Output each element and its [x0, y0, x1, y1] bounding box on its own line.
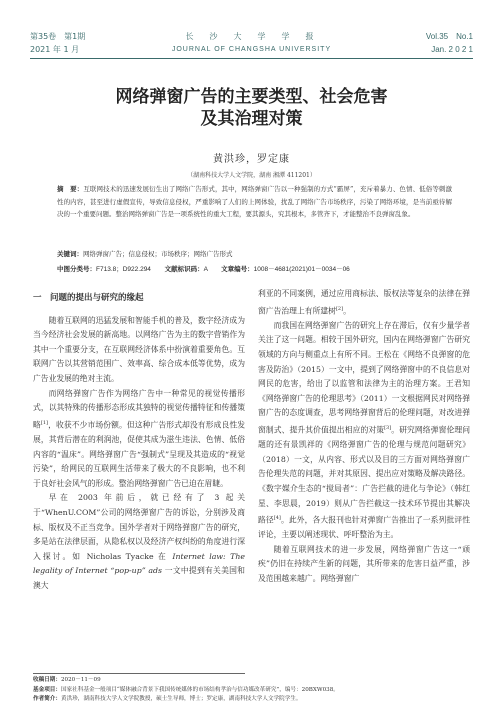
doc-code-label: 文献标识码：: [164, 265, 204, 273]
authors: 黄洪珍，罗定康: [213, 154, 290, 165]
issue-info-en: [426, 30, 473, 56]
citation-ref: [2]: [335, 305, 344, 312]
title-line-1: 网络弹窗广告的主要类型、社会危害: [115, 87, 388, 107]
date-en: Jan. 2 0 2 1: [431, 45, 473, 54]
journal-name-cn: 长 沙 大 学 学 报: [185, 32, 318, 41]
paragraph: 而网络弹窗广告作为网络广告中一种常见的视觉传播形式，以其特殊的传播形态形成其独特的视觉传播特征和传播策略[1]，收获不少市场份额。但这种广告形式却没有形成良性发展，其背后潜在的利润池，促使其成为滋生违法、色情、低俗内容的“温床”。网络弹窗广告“强制式”呈现及其造成的“视觉污染”，给网民的互联网生活带来了极大的不良影响，也不利于良好社会风气的形成。整治网络弹窗广告已迫在眉睫。: [33, 388, 246, 488]
keywords: [57, 248, 452, 260]
footnotes: [33, 676, 473, 705]
paragraph: 早在 2003 年前后，就已经有了 3 起关于“WhenU.COM”公司的网络弹窗广告的诉讼，分别涉及商标、版权及不正当竞争。国外学者对于网络弹窗广告的研究，多是站在法律层面，从隐私权以及经济产权纠纷的角度进行深入探讨。如 Nicholas Tyacke 在 Internet law: The legality of Internet “pop-up” ads 一文中提到有关美国和澳大: [33, 493, 245, 590]
right-column: [258, 287, 470, 587]
citation-ref: [4]: [273, 515, 281, 522]
journal-name-en: JOURNAL OF CHANGSHA UNIVERSITY: [171, 46, 332, 53]
header-rule: [30, 58, 473, 59]
author-bio: 作者简介：黄洪珍，湖南科技大学人文学院教授，硕士生导师，博士；罗定康，湖南科技大学人文学院学生。: [33, 696, 302, 703]
left-column: [33, 287, 245, 593]
paragraph: 随着互联网的迅猛发展和智能手机的普及，数字经济成为当今经济社会发展的新高地。以网络广告为主的数字营销作为其中一个重要分支，在互联网经济体系中扮演着重要角色。互联网广告以其营销范围广、效率高、综合成本低等优势，成为广告业发展的绝对主流。: [33, 315, 245, 383]
footnote-rule: [33, 673, 245, 674]
paragraph: 利亚的不同案例，通过应用商标法、版权法等复杂的法律在弹窗广告治理上有所建树[2]。: [258, 289, 470, 316]
affiliation: （湖南科技大学人文学院，湖南 湘潭 411201）: [187, 172, 316, 179]
cited-title: Internet law: The legality of Internet “pop-up” ads: [33, 551, 245, 576]
abstract-text: 互联网技术的迅速发展衍生出了网络广告形式，其中，网络弹窗广告以一种强制的方式“霸屏”，充斥着暴力、色情、低俗等刺激性的内容，甚至进行虚假宣传，导致信息侵权，严重影响了人们的上网体验，扰乱了网络广告市场秩序，污染了网络环境，是当前亟待解决的一个重要问题。整治网络弹窗广告是一项系统性的重大工程，要其源头，究其根本，多管齐下，才能整治不良弹窗乱象。: [57, 185, 452, 218]
date-cn: 2021 年 1 月: [30, 45, 80, 54]
keywords-label: 关键词：: [57, 250, 83, 258]
title-line-2: 及其治理对策: [200, 109, 303, 129]
article-title: [0, 86, 503, 130]
article-id-label: 文章编号：: [221, 265, 254, 273]
classification-line: [57, 263, 477, 276]
citation-ref: [1]: [40, 419, 48, 426]
abstract-label: 摘 要：: [57, 185, 84, 193]
citation-ref: [3]: [384, 424, 392, 431]
received-date: 收稿日期：2020－11－09: [33, 677, 101, 683]
section-heading: 一 问题的提出与研究的缘起: [33, 293, 144, 303]
paragraph: 随着互联网技术的进一步发展，网络弹窗广告这一“顽疾”仍旧在持续产生新的问题，其所带来的危害日益严重，涉及范围越来越广。网络弹窗广: [258, 544, 470, 584]
keywords-text: 网络弹窗广告；信息侵权；市场秩序；网络广告形式: [83, 250, 233, 258]
volume-en: Vol.35 No.1: [425, 32, 473, 41]
paragraph: 而我国在网络弹窗广告的研究上存在滞后，仅有少量学者关注了这一问题。相较于国外研究，国内在网络弹窗广告研究领域的方向与侧重点上有所不同。王松在《网络不良弹窗的危害及防治》（2015）一文中，提到了网络弹窗中的不良信息对网民的危害，给出了以监管和法律为主的治理方案。王君知《网络弹窗广告的伦理思考》（2011）一文根据网民对网络弹窗广告的态度调查，思考网络弹窗背后的伦理问题，对改进弹窗制式、提升其价值提出相应的对策[3]。研究网络弹窗伦理问题的还有景凯祥的《网络弹窗广告的伦理与规范问题研究》（2018）一文，从内容、形式以及目的三方面对网络弹窗广告伦理失范的问题，并对其原因、提出应对策略及解决路径。《数字媒介生态的“搅局者”：广告拦截的进化与争论》（韩红星、李思晨，2019）则从广告拦截这一技术环节提出其解决路径[4]。此外，各大报刊也针对弹窗广告推出了一系列批评性评论，主要以阐述现状、呼吁整治为主。: [258, 320, 471, 540]
article-id-value: 1008－4681(2021)01－0034－06: [253, 266, 350, 273]
fund-info: 基金项目：国家社科基金一般项目“媒体融合背景下我国传统媒体的市场结构孝治与信功媒改革研究”，编号：20BXW038。: [33, 686, 339, 693]
abstract: [57, 183, 452, 221]
class-value: F713.8；D922.294: [96, 266, 151, 273]
doc-code-value: A: [203, 266, 208, 273]
volume-cn: 第35卷 第1期: [30, 32, 86, 41]
class-label: 中图分类号：: [57, 265, 96, 273]
